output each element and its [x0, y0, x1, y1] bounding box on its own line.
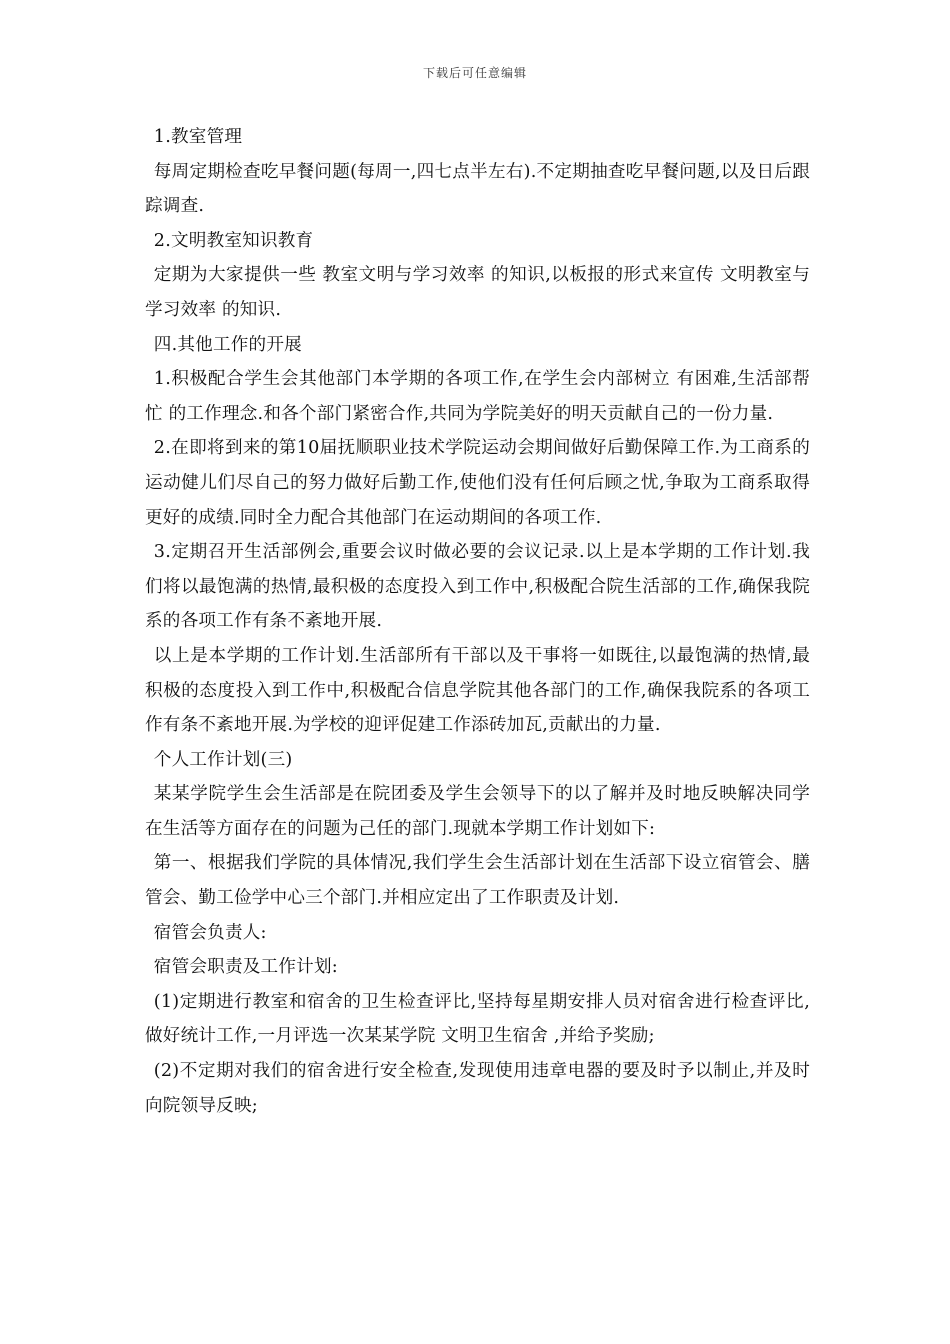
paragraph: 以上是本学期的工作计划.生活部所有干部以及干事将一如既往,以最饱满的热情,最积极的态度投入到工作中,积极配合信息学院其他各部门的工作,确保我院系的各项工作有条不紊地开展.为学校的迎评促建工作添砖加瓦,贡献出的力量. [145, 645, 810, 736]
paragraph-dorm-duties: 宿管会职责及工作计划: [153, 957, 338, 978]
paragraph: 2.在即将到来的第10届抚顺职业技术学院运动会期间做好后勤保障工作.为工商系的运动健儿们尽自己的努力做好后勤工作,使他们没有任何后顾之忧,争取为工商系取得更好的成绩.同时全力配合其他部门在运动期间的各项工作. [145, 438, 810, 528]
paragraph-civility-education: 2.文明教室知识教育 [153, 230, 314, 251]
paragraph: (2)不定期对我们的宿舍进行安全检查,发现使用违章电器的要及时予以制止,并及时向院领导反映; [145, 1061, 810, 1116]
section-heading-plan-three: 个人工作计划(三) [153, 749, 293, 770]
paragraph: 第一、根据我们学院的具体情况,我们学生会生活部计划在生活部下设立宿管会、膳管会、勤工俭学中心三个部门.并相应定出了工作职责及计划. [145, 853, 810, 909]
paragraph: 每周定期检查吃早餐问题(每周一,四七点半左右).不定期抽查吃早餐问题,以及日后跟踪调查. [145, 161, 810, 217]
paragraph: 3.定期召开生活部例会,重要会议时做必要的会议记录.以上是本学期的工作计划.我们将以最饱满的热情,最积极的态度投入到工作中,积极配合院生活部的工作,确保我院系的各项工作有条不紊地开展. [145, 542, 810, 632]
page-header: 下载后可任意编辑 [422, 66, 527, 80]
document-body [145, 120, 810, 1123]
section-heading-other-work: 四.其他工作的开展 [153, 334, 302, 355]
paragraph: 某某学院学生会生活部是在院团委及学生会领导下的以了解并及时地反映解决同学在生活等方面存在的问题为己任的部门.现就本学期工作计划如下: [145, 784, 810, 839]
paragraph-classroom-management: 1.教室管理 [153, 127, 243, 147]
paragraph: (1)定期进行教室和宿舍的卫生检查评比,坚持每星期安排人员对宿舍进行检查评比,做好统计工作,一月评选一次某某学院 文明卫生宿舍 ,并给予奖励; [145, 991, 810, 1047]
paragraph: 定期为大家提供一些 教室文明与学习效率 的知识,以板报的形式来宣传 文明教室与学习效率 的知识. [145, 265, 810, 320]
paragraph: 1.积极配合学生会其他部门本学期的各项工作,在学生会内部树立 有困难,生活部帮忙 的工作理念.和各个部门紧密合作,共同为学院美好的明天贡献自己的一份力量. [145, 369, 810, 424]
paragraph-dorm-lead: 宿管会负责人: [153, 922, 267, 943]
